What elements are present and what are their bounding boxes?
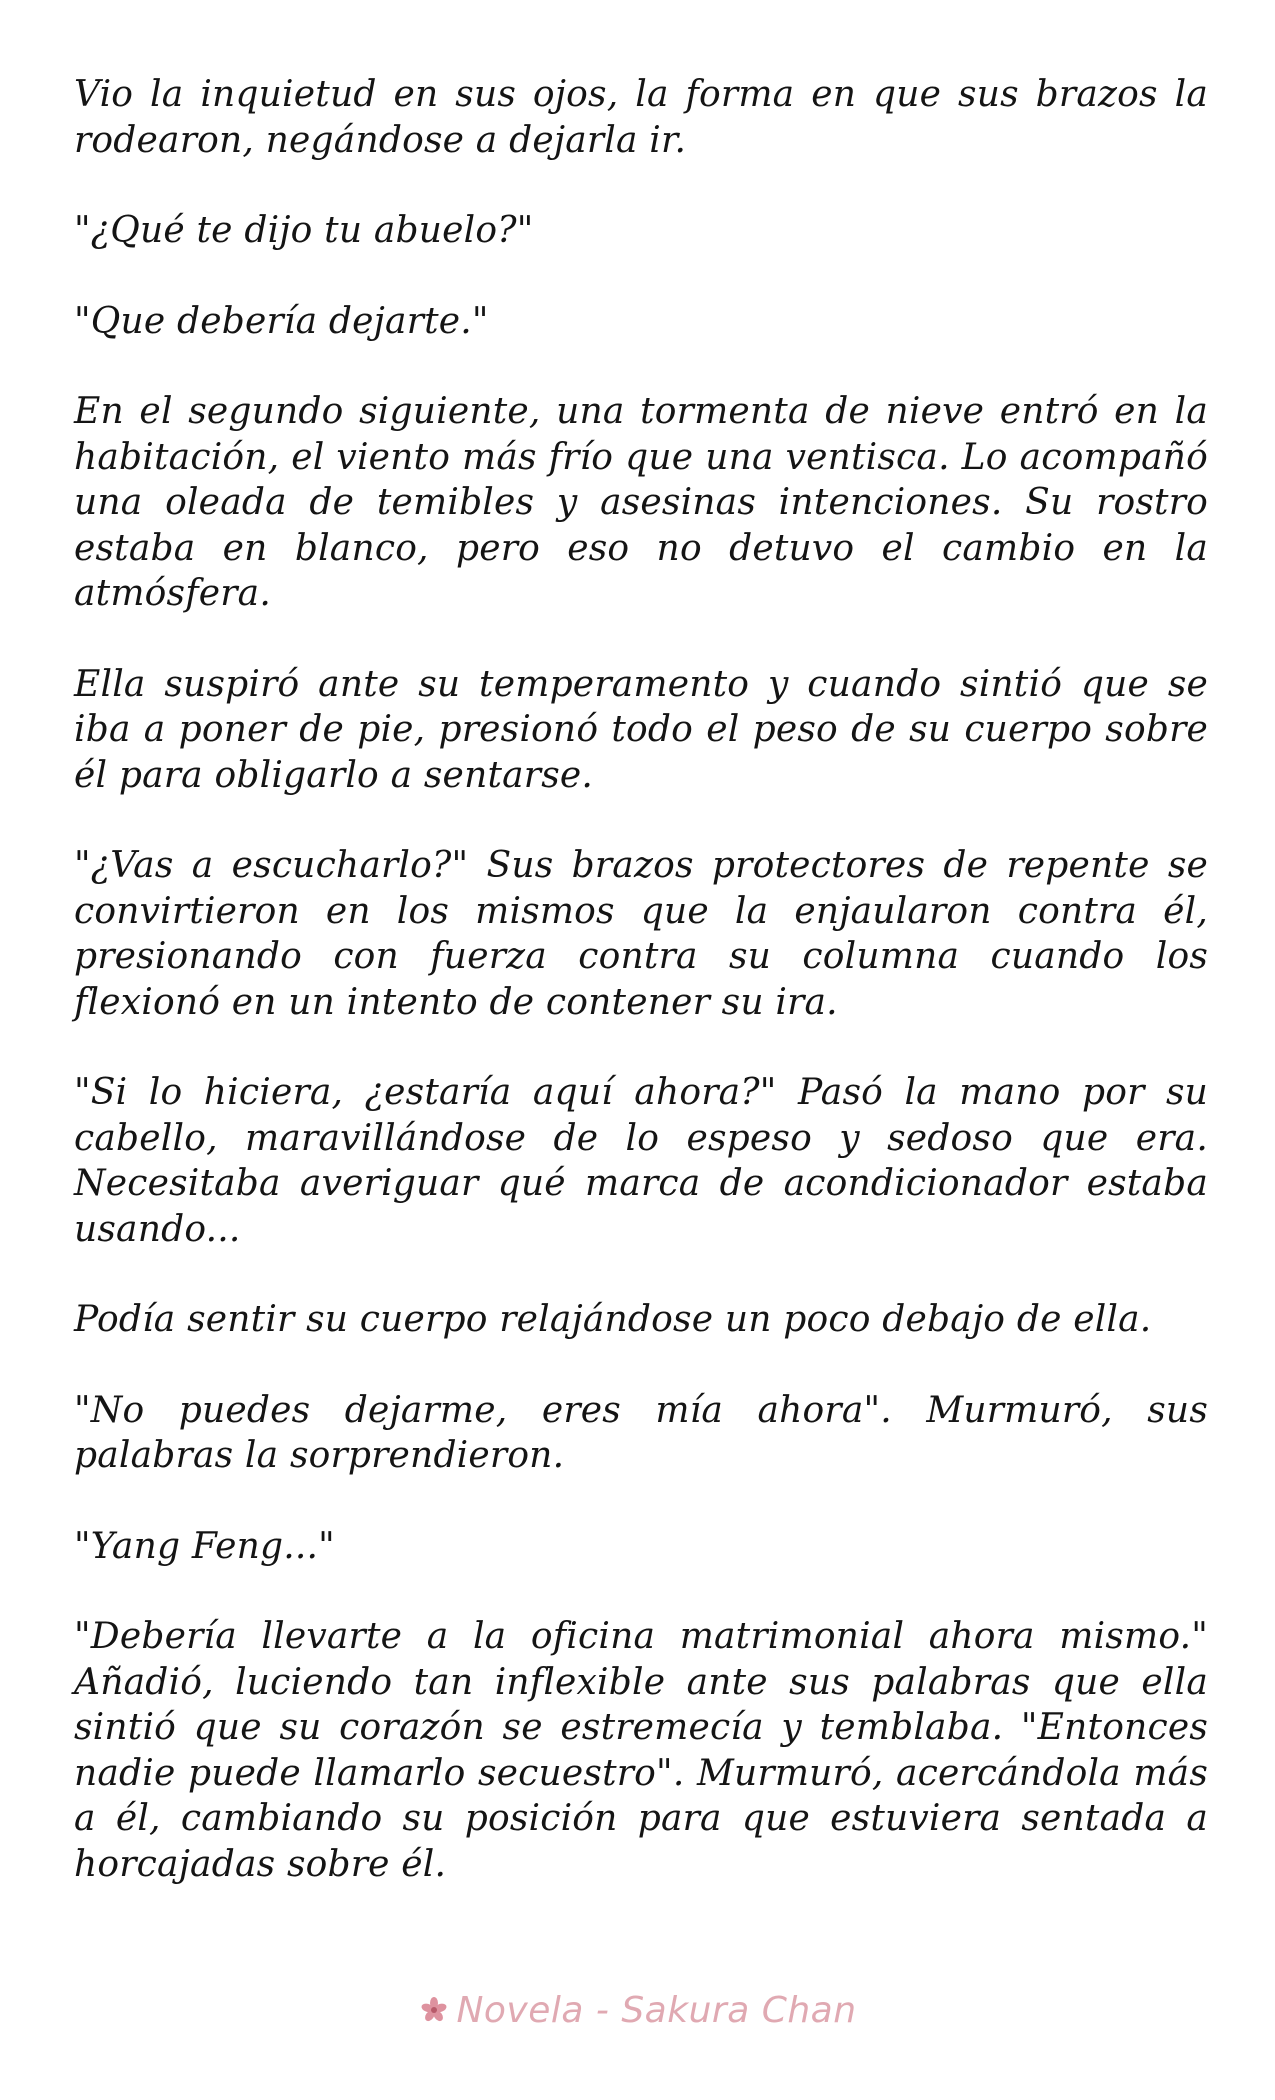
paragraph-6: "¿Vas a escucharlo?" Sus brazos protectores de repente se convirtieron en los mismos que la enjaularon contra él, presionando con fuerza contra su columna cuando los flexionó en un intento de contener su ira. xyxy=(74,845,1208,1023)
paragraph-1: Vio la inquietud en sus ojos, la forma en que sus brazos la rodearon, negándose a dejarla ir. xyxy=(74,74,1208,161)
paragraph-11: "Debería llevarte a la oficina matrimonial ahora mismo." Añadió, luciendo tan inflexible ante sus palabras que ella sintió que su corazón se estremecía y temblaba. "Entonces nadie puede llamarlo secuestro". Murmuró, acercándola más a él, cambiando su posición para que estuviera sentada a horcajadas sobre él. xyxy=(74,1616,1208,1885)
watermark-text: Novela - Sakura Chan xyxy=(456,1989,857,2031)
story-text xyxy=(74,72,1208,1932)
paragraph-5: Ella suspiró ante su temperamento y cuando sintió que se iba a poner de pie, presionó todo el peso de su cuerpo sobre él para obligarlo a sentarse. xyxy=(74,663,1208,796)
paragraph-2: "¿Qué te dijo tu abuelo?" xyxy=(74,210,534,251)
sakura-blossom-icon xyxy=(418,1994,450,2026)
paragraph-10: "Yang Feng..." xyxy=(74,1525,335,1567)
paragraph-9: "No puedes dejarme, eres mía ahora". Murmuró, sus palabras la sorprendieron. xyxy=(74,1389,1208,1476)
watermark xyxy=(0,1985,1275,2035)
paragraph-8: Podía sentir su cuerpo relajándose un poco debajo de ella. xyxy=(74,1299,1152,1340)
paragraph-7: "Si lo hiciera, ¿estaría aquí ahora?" Pasó la mano por su cabello, maravillándose de lo espeso y sedoso que era. Necesitaba averiguar qué marca de acondicionador estaba usando... xyxy=(74,1072,1208,1250)
paragraph-4: En el segundo siguiente, una tormenta de nieve entró en la habitación, el viento más frío que una ventisca. Lo acompañó una oleada de temibles y asesinas intenciones. Su rostro estaba en blanco, pero eso no detuvo el cambio en la atmósfera. xyxy=(74,391,1208,614)
paragraph-3: "Que debería dejarte." xyxy=(74,300,489,342)
